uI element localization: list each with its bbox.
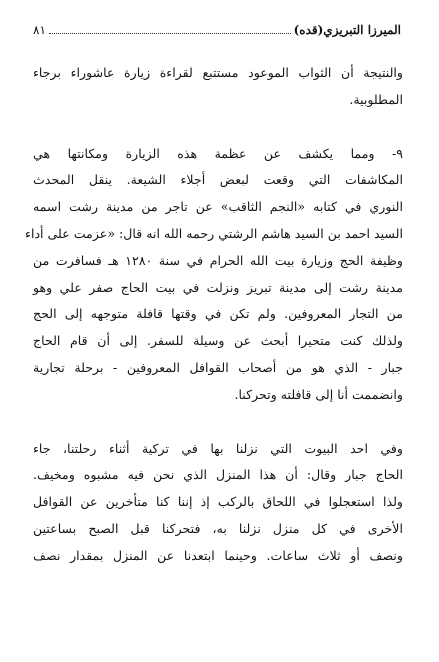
paragraph-3	[33, 436, 403, 570]
text-line: ولذا استعجلوا في اللحاق بالركب إذ إننا كنا متأخرين عن القوافل	[33, 494, 403, 510]
text-line: النوري في كتابه «النجم الثاقب» عن تاجر من مدينة رشت اسمه	[33, 199, 403, 215]
text-line: ونصف أو ثلاث ساعات. وحينما ابتعدنا عن المنزل بمقدار نصف	[33, 547, 403, 563]
text-line: وانضممت أنا إلى قافلته وتحركنا.	[234, 386, 403, 402]
text-line: ولذلك كنت متحيرا أبحث عن وسيلة للسفر. إلى أن قام الحاج	[33, 333, 403, 349]
text-line: المطلوبية.	[349, 91, 403, 107]
text-line: الأخرى في كل منزل نزلنا به، فتحركنا قبل الصبح بساعتين	[33, 520, 403, 536]
text-line: وظيفة الحج وزيارة بيت الله الحرام في سنة ١٢٨٠ هـ فسافرت من	[33, 252, 403, 268]
text-line: ٩- ومما يكشف عن عظمة هذه الزيارة ومكانتها هي	[33, 145, 403, 161]
text-line: المكاشفات التي وقعت لبعض أجلاء الشيعة. ينقل المحدث	[33, 172, 403, 188]
header-title: الميرزا التبريزي(قده)	[293, 23, 401, 37]
body-text	[25, 60, 403, 570]
text-line: مدينة رشت إلى مدينة تبريز ونزلت في بيت الحاج صفر علي وهو	[33, 279, 403, 295]
running-header	[33, 22, 401, 38]
header-dot-leader	[49, 23, 291, 34]
text-line: جبار - الذي هو من أصحاب القوافل المعروفين - برحلة تجارية	[33, 359, 403, 375]
text-line: السيد احمد بن السيد هاشم الرشتي رحمه الله انه قال: «عزمت على أداء	[25, 225, 403, 241]
text-line: من التجار المعروفين. ولم تكن في وقتها قافلة متوجهه إلى الحج	[33, 306, 403, 322]
paragraph-2	[25, 141, 403, 409]
text-line: الحاج جبار وقال: أن هذا المنزل الذي نحن فيه مشبوه ومخيف.	[33, 467, 403, 483]
text-line: والنتيجة أن الثواب الموعود مستتبع لقراءة زيارة عاشوراء برجاء	[33, 65, 403, 80]
text-line: وفي احد البيوت التي نزلنا بها في تركية أثناء رحلتنا، جاء	[33, 440, 403, 456]
paragraph-1	[33, 60, 403, 114]
page-number: ٨١	[33, 23, 46, 37]
